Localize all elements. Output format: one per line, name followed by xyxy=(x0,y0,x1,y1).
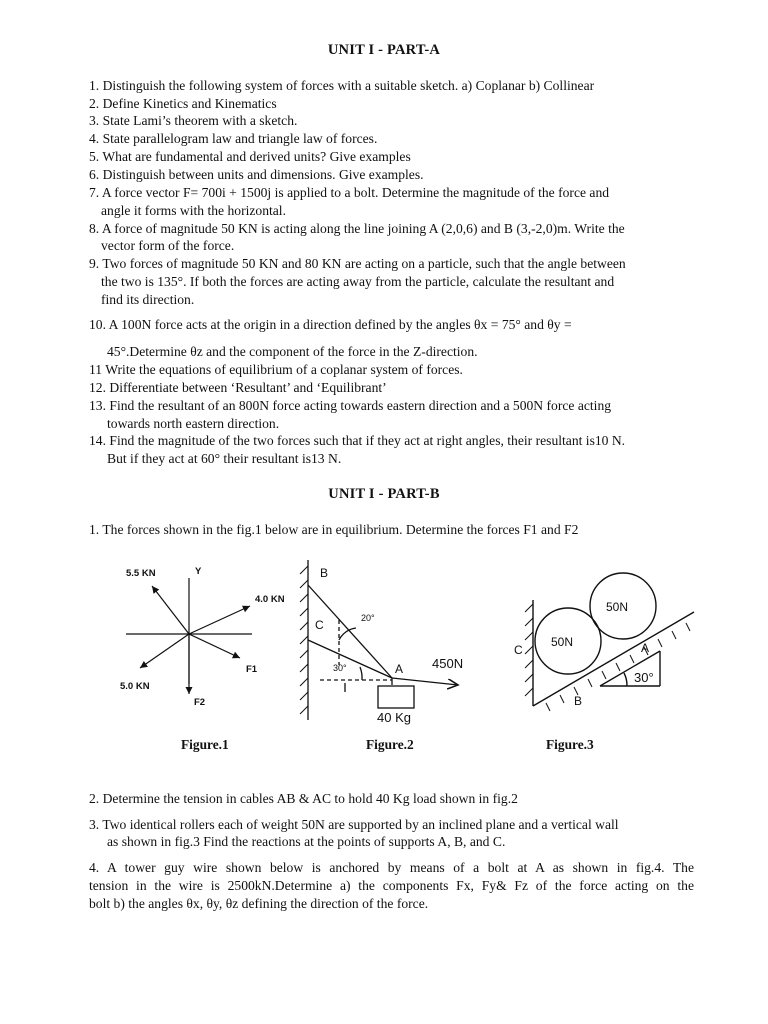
fig1-force-5-5 xyxy=(152,586,189,634)
fig2-cable-ac xyxy=(308,640,392,678)
figure-2-caption: Figure.2 xyxy=(366,737,414,752)
part-a-line: 8. A force of magnitude 50 KN is acting along the line joining A (2,0,6) and B (3,-2,0)m. Write the xyxy=(89,221,625,236)
fig1-label-f1: F1 xyxy=(246,664,258,675)
fig3-label-lower-50n: 50N xyxy=(551,635,574,649)
fig1-force-4-0 xyxy=(189,606,250,634)
fig2-cable-ab xyxy=(308,585,392,678)
part-a-line: towards north eastern direction. xyxy=(107,416,280,431)
fig2-label-40kg: 40 Kg xyxy=(377,710,411,725)
fig1-label-5-0kn: 5.0 KN xyxy=(120,681,150,692)
part-a-line: 3. State Lami’s theorem with a sketch. xyxy=(89,113,298,128)
part-b-question-4-line: tension in the wire is 2500kN.Determine a) the components Fx, Fy& Fz of the force acting on the xyxy=(89,878,694,893)
part-b-question-2: 2. Determine the tension in cables AB & AC to hold 40 Kg load shown in fig.2 xyxy=(89,791,518,806)
part-a-line: vector form of the force. xyxy=(101,238,235,253)
fig1-force-f1 xyxy=(189,634,240,658)
part-a-line: 6. Distinguish between units and dimensions. Give examples. xyxy=(89,167,424,182)
part-b-question-1: 1. The forces shown in the fig.1 below are in equilibrium. Determine the forces F1 and F2 xyxy=(89,522,579,537)
fig1-label-5-5kn: 5.5 KN xyxy=(126,568,156,579)
part-b-heading: UNIT I - PART-B xyxy=(328,486,440,502)
part-a-line: 7. A force vector F= 700i + 1500j is applied to a bolt. Determine the magnitude of the force and xyxy=(89,185,610,200)
part-a-line: 2. Define Kinetics and Kinematics xyxy=(89,96,277,111)
figure-1-caption: Figure.1 xyxy=(181,737,229,752)
fig3-label-b: B xyxy=(574,694,583,708)
fig2-force-450n xyxy=(392,678,458,685)
part-a-line: 4. State parallelogram law and triangle law of forces. xyxy=(89,131,378,146)
part-a-line: 14. Find the magnitude of the two forces such that if they act at right angles, their resultant is10 N. xyxy=(89,433,626,448)
fig2-label-a: A xyxy=(395,662,404,676)
fig2-wall-hatch xyxy=(300,566,308,714)
part-a-line: 11 Write the equations of equilibrium of a coplanar system of forces. xyxy=(89,362,463,377)
part-a-line: 1. Distinguish the following system of forces with a suitable sketch. a) Coplanar b) Collinear xyxy=(89,78,595,93)
fig3-label-30deg: 30° xyxy=(634,670,654,685)
part-a-line: 10. A 100N force acts at the origin in a direction defined by the angles θx = 75° and θy = xyxy=(89,317,572,332)
figure-3-caption: Figure.3 xyxy=(546,737,594,752)
fig2-load-block xyxy=(378,686,414,708)
part-a-line: 9. Two forces of magnitude 50 KN and 80 KN are acting on a particle, such that the angle between xyxy=(89,256,626,271)
fig3-label-a: A xyxy=(641,641,650,655)
fig2-label-b: B xyxy=(320,566,329,580)
fig3-roller-upper xyxy=(590,573,656,639)
fig1-label-y: Y xyxy=(195,566,202,577)
part-a-line: 12. Differentiate between ‘Resultant’ and ‘Equilibrant’ xyxy=(89,380,387,395)
fig1-force-5-0 xyxy=(140,634,189,668)
fig3-roller-lower xyxy=(535,608,601,674)
fig2-label-450n: 450N xyxy=(432,656,464,671)
part-b-question-4-line: 4. A tower guy wire shown below is anchored by means of a bolt at A as shown in fig.4. The xyxy=(89,860,694,875)
fig3-wall-hatch xyxy=(525,604,533,696)
part-a-line: 13. Find the resultant of an 800N force acting towards eastern direction and a 500N force acting xyxy=(89,398,612,413)
fig2-label-20deg: 20° xyxy=(361,613,375,623)
fig1-label-4-0kn: 4.0 KN xyxy=(255,594,285,605)
fig2-angle-30-arc xyxy=(360,667,362,680)
fig2-angle-20-arc xyxy=(339,628,356,640)
fig3-incline xyxy=(533,612,694,706)
fig3-angle-arc xyxy=(624,673,627,686)
fig1-label-f2: F2 xyxy=(194,697,206,708)
part-a-line: the two is 135°. If both the forces are acting away from the particle, calculate the resultant and xyxy=(101,274,615,289)
part-a-line: angle it forms with the horizontal. xyxy=(101,203,286,218)
fig2-label-c: C xyxy=(315,618,324,632)
fig2-label-30deg: 30° xyxy=(333,663,347,673)
fig3-label-c: C xyxy=(514,643,523,657)
part-b-question-4-line: bolt b) the angles θx, θy, θz defining the direction of the force. xyxy=(89,896,429,911)
part-a-line: 5. What are fundamental and derived units? Give examples xyxy=(89,149,411,164)
fig3-angle-hyp xyxy=(600,651,660,686)
part-a-line: 45°.Determine θz and the component of the force in the Z-direction. xyxy=(107,344,478,359)
part-b-question-3-line: as shown in fig.3 Find the reactions at the points of supports A, B, and C. xyxy=(107,834,506,849)
fig3-label-upper-50n: 50N xyxy=(606,600,629,614)
fig3-incline-hatch xyxy=(546,623,690,711)
part-a-heading: UNIT I - PART-A xyxy=(327,42,441,58)
part-b-question-3-line: 3. Two identical rollers each of weight 50N are supported by an inclined plane and a vertical wall xyxy=(89,817,619,832)
part-a-line: find its direction. xyxy=(101,292,195,307)
part-a-line: But if they act at 60° their resultant is13 N. xyxy=(107,451,342,466)
